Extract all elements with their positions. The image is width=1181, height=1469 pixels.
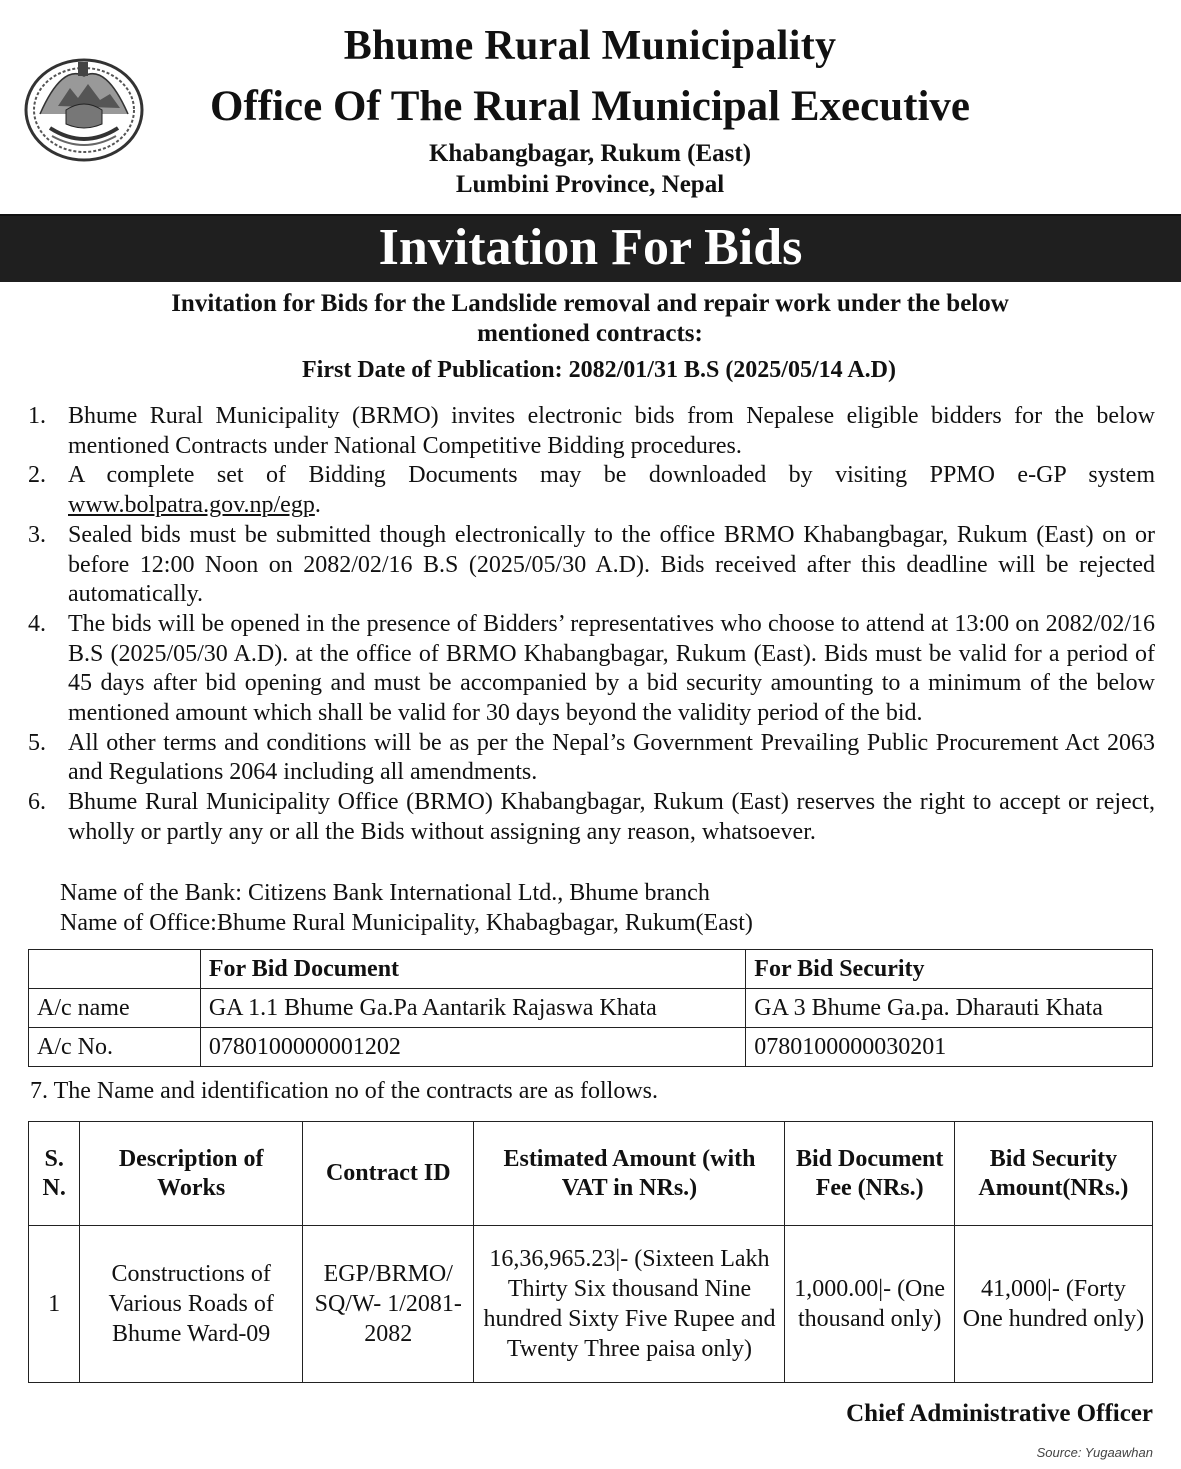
table-cell: GA 1.1 Bhume Ga.Pa Aantarik Rajaswa Khata	[200, 989, 745, 1028]
column-header: Contract ID	[303, 1122, 474, 1226]
item-text: Bhume Rural Municipality Office (BRMO) Khabangbagar, Rukum (East) reserves the right to accept or reject, wholly or partly any or all the Bids without assigning any reason, whatsoever.	[68, 789, 1155, 845]
item-text-after: .	[314, 492, 321, 519]
accounts-table	[28, 949, 1153, 1067]
column-header: Estimated Amount (with VAT in NRs.)	[474, 1122, 785, 1226]
page-title: Invitation For Bids	[0, 216, 1181, 282]
bank-name: Name of the Bank: Citizens Bank International Ltd., Bhume branch	[60, 880, 710, 906]
column-header: Bid Security Amount(NRs.)	[954, 1122, 1152, 1226]
table-cell: EGP/BRMO/ SQ/W- 1/2081-2082	[303, 1226, 474, 1383]
signatory: Chief Administrative Officer	[846, 1400, 1153, 1427]
item-text: The bids will be opened in the presence of Bidders’ representatives who choose to attend at 13:00 on 2082/02/16 B.S (2025/05/30 A.D). at the office of BRMO Khabangbagar, Rukum (East). Bids must be valid for a period of 45 days after bid opening and must be accompanied by a bid security amounting to a minimum of the below mentioned amount which shall be valid for 30 days beyond the validity period of the bid.	[68, 610, 1155, 727]
address-line-1: Khabangbagar, Rukum (East)	[428, 140, 752, 167]
item-number: 5.	[28, 729, 46, 756]
table-cell: 16,36,965.23|- (Sixteen Lakh Thirty Six thousand Nine hundred Sixty Five Rupee and Twenty Three paisa only)	[474, 1226, 785, 1383]
publication-date: First Date of Publication: 2082/01/31 B.S (2025/05/14 A.D)	[302, 357, 896, 383]
table-cell: GA 3 Bhume Ga.pa. Dharauti Khata	[746, 989, 1153, 1028]
table-row	[29, 1226, 1153, 1383]
intro-heading	[40, 289, 1140, 349]
table-row	[29, 950, 1153, 989]
table-cell: 0780100000001202	[200, 1028, 745, 1067]
item-number: 3.	[28, 521, 46, 548]
intro-line-2: mentioned contracts:	[477, 320, 703, 347]
item-number: 4.	[28, 610, 46, 637]
list-item	[28, 788, 1155, 847]
column-header: Description of Works	[80, 1122, 303, 1226]
column-header: Bid Document Fee (NRs.)	[785, 1122, 954, 1226]
table-cell: Constructions of Various Roads of Bhume Ward-09	[80, 1226, 303, 1383]
address-line-2: Lumbini Province, Nepal	[455, 171, 725, 198]
column-header: For Bid Security	[746, 950, 1153, 989]
item-text: Sealed bids must be submitted though electronically to the office BRMO Khabangbagar, Rukum (East) on or before 12:00 Noon on 2082/02/16 B.S (2025/05/30 A.D). Bids received after this deadline will be rejected automatically.	[68, 521, 1155, 608]
office-account-name: Name of Office:Bhume Rural Municipality, Khabagbagar, Rukum(East)	[60, 910, 753, 936]
list-item	[28, 402, 1155, 461]
item-number: 1.	[28, 403, 46, 429]
list-item	[28, 729, 1155, 788]
table-row	[29, 1028, 1153, 1067]
list-item	[28, 461, 1155, 520]
nepal-emblem-icon	[22, 54, 146, 166]
table-cell	[29, 950, 201, 989]
table-cell: 1	[29, 1226, 80, 1383]
item-7: 7. The Name and identification no of the contracts are as follows.	[30, 1078, 659, 1104]
table-row	[29, 1122, 1153, 1226]
row-label: A/c name	[29, 989, 201, 1028]
row-label: A/c No.	[29, 1028, 201, 1067]
office-name: Office Of The Rural Municipal Executive	[210, 83, 970, 130]
item-text-before: A complete set of Bidding Documents may be downloaded by visiting PPMO e-GP system	[68, 462, 1155, 489]
source-credit: Source: Yugaawhan	[1036, 1445, 1153, 1460]
table-row	[29, 989, 1153, 1028]
list-item	[28, 610, 1155, 729]
column-header: For Bid Document	[200, 950, 745, 989]
item-text	[68, 461, 1155, 520]
terms-list	[28, 402, 1155, 848]
table-cell: 41,000|- (Forty One hundred only)	[954, 1226, 1152, 1383]
municipality-name: Bhume Rural Municipality	[343, 23, 837, 69]
item-number: 6.	[28, 789, 46, 816]
item-number: 2.	[28, 462, 46, 489]
egp-link[interactable]: www.bolpatra.gov.np/egp	[68, 492, 315, 519]
table-cell: 1,000.00|- (One thousand only)	[785, 1226, 954, 1383]
column-header: S. N.	[29, 1122, 80, 1226]
item-text: All other terms and conditions will be as per the Nepal’s Government Prevailing Public Procurement Act 2063 and Regulations 2064 including all amendments.	[68, 729, 1155, 786]
contracts-table	[28, 1121, 1153, 1383]
table-cell: 0780100000030201	[746, 1028, 1153, 1067]
intro-line-1: Invitation for Bids for the Landslide removal and repair work under the below	[171, 290, 1009, 317]
list-item	[28, 521, 1155, 610]
item-text: Bhume Rural Municipality (BRMO) invites electronic bids from Nepalese eligible bidders for the below mentioned Contracts under National Competitive Bidding procedures.	[68, 403, 1155, 459]
